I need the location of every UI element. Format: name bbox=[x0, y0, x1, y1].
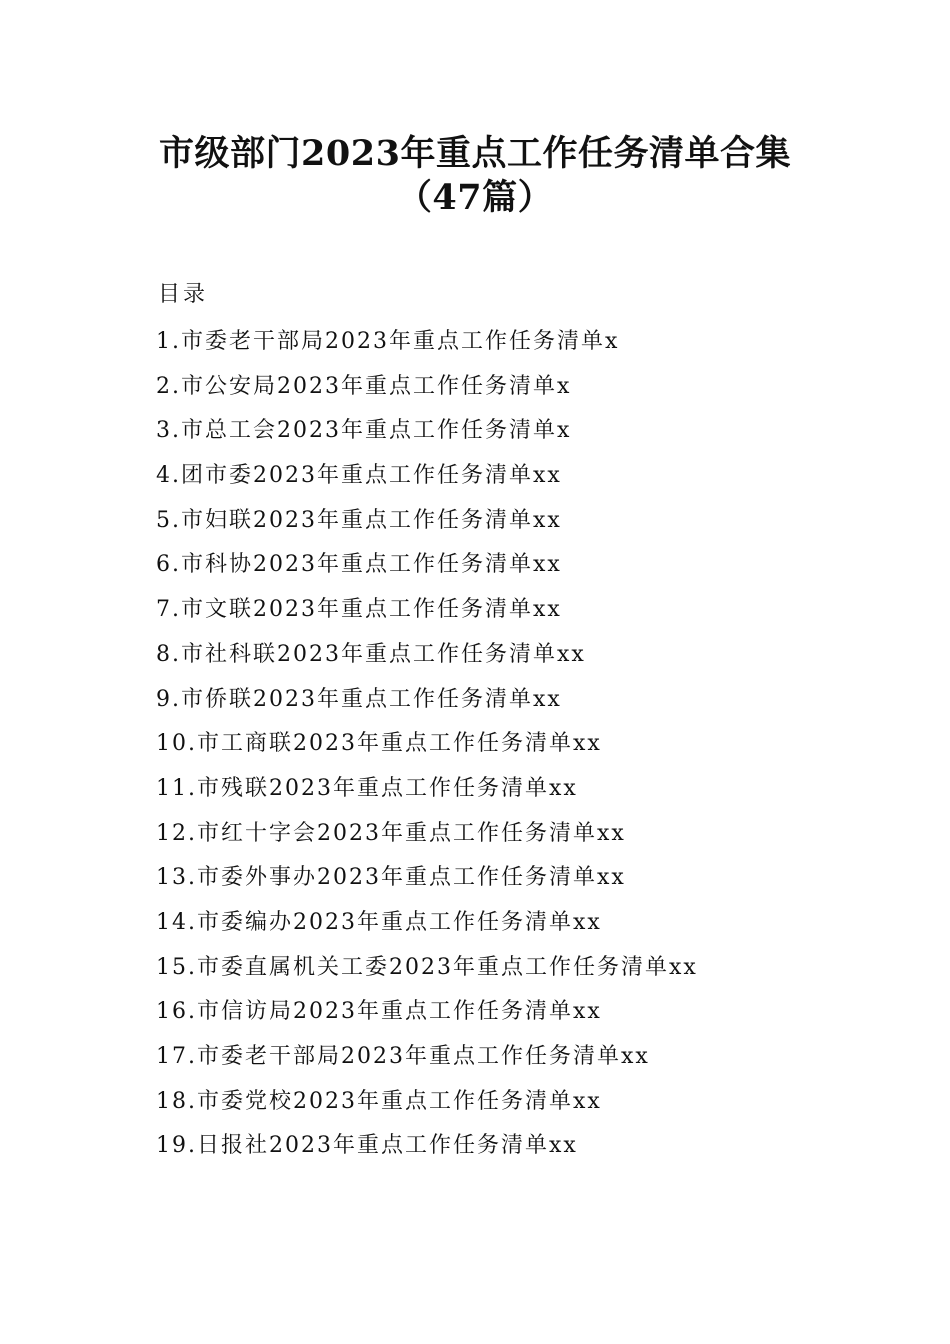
toc-item-15: 15.市委直属机关工委2023年重点工作任务清单xx bbox=[156, 954, 698, 980]
toc-item-13: 13.市委外事办2023年重点工作任务清单xx bbox=[156, 865, 626, 891]
toc-item-6: 6.市科协2023年重点工作任务清单xx bbox=[156, 552, 562, 578]
toc-item-5: 5.市妇联2023年重点工作任务清单xx bbox=[156, 507, 562, 533]
toc-item-8: 8.市社科联2023年重点工作任务清单xx bbox=[156, 641, 586, 667]
toc-item-10: 10.市工商联2023年重点工作任务清单xx bbox=[156, 731, 602, 757]
toc-item-14: 14.市委编办2023年重点工作任务清单xx bbox=[156, 909, 602, 935]
toc-item-16: 16.市信访局2023年重点工作任务清单xx bbox=[156, 999, 602, 1025]
toc-item-12: 12.市红十字会2023年重点工作任务清单xx bbox=[156, 820, 626, 846]
toc-item-17: 17.市委老干部局2023年重点工作任务清单xx bbox=[156, 1044, 650, 1069]
toc-item-3: 3.市总工会2023年重点工作任务清单x bbox=[156, 418, 572, 444]
toc-item-19: 19.日报社2023年重点工作任务清单xx bbox=[156, 1133, 578, 1159]
table-of-contents bbox=[156, 325, 698, 1174]
toc-item-2: 2.市公安局2023年重点工作任务清单x bbox=[156, 373, 572, 399]
toc-item-4: 4.团市委2023年重点工作任务清单xx bbox=[156, 463, 562, 489]
toc-item-1: 1.市委老干部局2023年重点工作任务清单x bbox=[156, 329, 620, 354]
toc-item-11: 11.市残联2023年重点工作任务清单xx bbox=[156, 775, 578, 801]
page-title: 市级部门2023年重点工作任务清单合集（47篇） bbox=[159, 133, 791, 218]
toc-item-9: 9.市侨联2023年重点工作任务清单xx bbox=[156, 686, 562, 712]
toc-item-7: 7.市文联2023年重点工作任务清单xx bbox=[156, 597, 562, 623]
toc-heading: 目录 bbox=[158, 282, 209, 307]
toc-item-18: 18.市委党校2023年重点工作任务清单xx bbox=[156, 1088, 602, 1114]
